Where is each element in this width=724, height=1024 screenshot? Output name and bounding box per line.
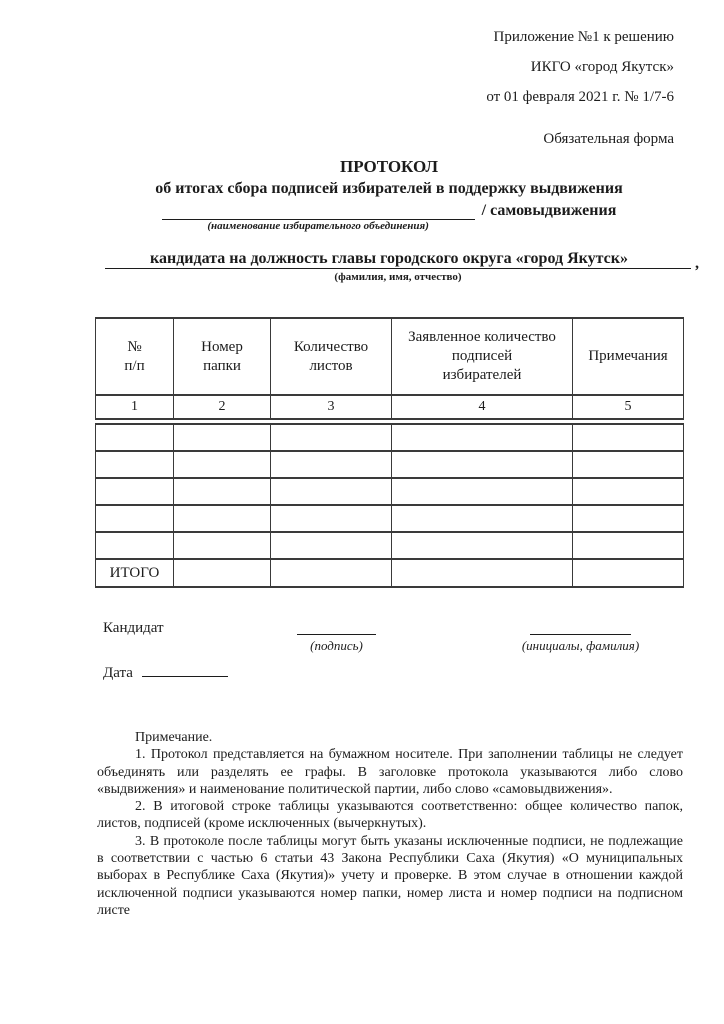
notes-heading: Примечание.: [135, 730, 213, 745]
table-cell-empty: [392, 478, 573, 505]
table-cell-empty: [392, 559, 573, 587]
table-cell-empty: [573, 478, 684, 505]
total-label-cell: ИТОГО: [96, 559, 174, 587]
org-name-caption: (наименование избирательного объединения): [207, 220, 429, 232]
candidate-position-line: кандидата на должность главы городского округа «город Якутск»: [150, 250, 628, 267]
date-row: [103, 661, 228, 682]
table-cell-empty: [271, 532, 392, 559]
table-cell-empty: [392, 451, 573, 478]
signature-caption: (подпись): [310, 638, 363, 653]
date-label: Дата: [103, 665, 133, 681]
requisites-line-3: от 01 февраля 2021 г. № 1/7-6: [486, 89, 674, 105]
table-row: [96, 451, 684, 478]
org-name-line: [95, 199, 683, 220]
candidate-label: Кандидат: [103, 620, 164, 636]
fio-line-comma: ,: [695, 255, 699, 272]
table-cell-empty: [174, 451, 271, 478]
table-cell-empty: [174, 505, 271, 532]
table-cell-empty: [271, 559, 392, 587]
document-title: ПРОТОКОЛ: [339, 157, 438, 176]
column-number-1: 1: [96, 395, 174, 419]
self-nomination-label: / самовыдвижения: [481, 202, 617, 219]
table-cell-empty: [271, 451, 392, 478]
fio-caption: (фамилия, имя, отчество): [334, 271, 462, 283]
table-cell-empty: [96, 451, 174, 478]
table-row: [96, 478, 684, 505]
table-cell-empty: [96, 478, 174, 505]
table-cell-empty: [96, 505, 174, 532]
fio-blank-line: [105, 241, 699, 272]
column-number-4: 4: [392, 395, 573, 419]
col-header-remarks: Примечания: [573, 318, 684, 395]
column-number-2: 2: [174, 395, 271, 419]
table-cell-empty: [174, 478, 271, 505]
table-cell-empty: [392, 532, 573, 559]
table-cell-empty: [392, 505, 573, 532]
table-cell-empty: [271, 505, 392, 532]
signatures-table-header: [95, 317, 684, 420]
table-cell-empty: [96, 424, 174, 451]
table-cell-empty: [174, 424, 271, 451]
col-header-folder-number: Номер папки: [174, 318, 271, 395]
table-row: [96, 424, 684, 451]
col-header-sheet-count: Количество листов: [271, 318, 392, 395]
table-cell-empty: [573, 451, 684, 478]
name-blank-line: [530, 620, 631, 635]
name-caption: (инициалы, фамилия): [521, 638, 640, 653]
note-item-1: 1. Протокол представляется на бумажном носителе. При заполнении таблицы не следует объединять или разделять ее графы. В заголовке протокола указываются либо слово «выдвижения» и наименование политической партии, либо слово «самовыдвижения».: [97, 747, 683, 797]
table-cell-empty: [392, 424, 573, 451]
notes-block: [97, 729, 683, 919]
table-cell-empty: [96, 532, 174, 559]
title-subline: об итогах сбора подписей избирателей в поддержку выдвижения: [155, 180, 623, 197]
org-name-caption-row: [95, 220, 683, 233]
table-cell-empty: [271, 424, 392, 451]
note-item-3: 3. В протоколе после таблицы могут быть указаны исключенные подписи, не подлежащие в соответствии с частью 6 статьи 43 Закона Республики Саха (Якутия) «О муниципальных выборах в Республике Саха (Якутия)» учету и проверке. В этом случае в отношении каждой исключенной подписи указываются номер папки, номер листа и номер подписи на подписном листе: [97, 833, 683, 918]
table-cell-empty: [573, 559, 684, 587]
org-name-blank-line: [162, 200, 475, 220]
col-header-number: № п/п: [96, 318, 174, 395]
table-cell-empty: [573, 505, 684, 532]
total-row: [96, 559, 684, 587]
approval-requisites: [486, 22, 674, 112]
requisites-line-1: Приложение №1 к решению: [493, 29, 674, 45]
date-blank-line: [142, 661, 228, 677]
signatures-table-body: [95, 423, 684, 588]
table-row: [96, 532, 684, 559]
column-number-row: [96, 395, 684, 419]
column-number-5: 5: [573, 395, 684, 419]
table-row: [96, 505, 684, 532]
mandatory-form-note: Обязательная форма: [543, 131, 674, 147]
table-cell-empty: [271, 478, 392, 505]
column-number-3: 3: [271, 395, 392, 419]
table-cell-empty: [174, 559, 271, 587]
requisites-line-2: ИКГО «город Якутск»: [530, 59, 674, 75]
table-cell-empty: [573, 532, 684, 559]
col-header-declared-signatures: Заявленное количество подписей избирателей: [392, 318, 573, 395]
signature-blank-line: [297, 620, 376, 635]
note-item-2: 2. В итоговой строке таблицы указываются соответственно: общее количество папок, листов, подписей (кроме исключенных (вычеркнутых).: [97, 799, 683, 832]
table-cell-empty: [174, 532, 271, 559]
table-cell-empty: [573, 424, 684, 451]
